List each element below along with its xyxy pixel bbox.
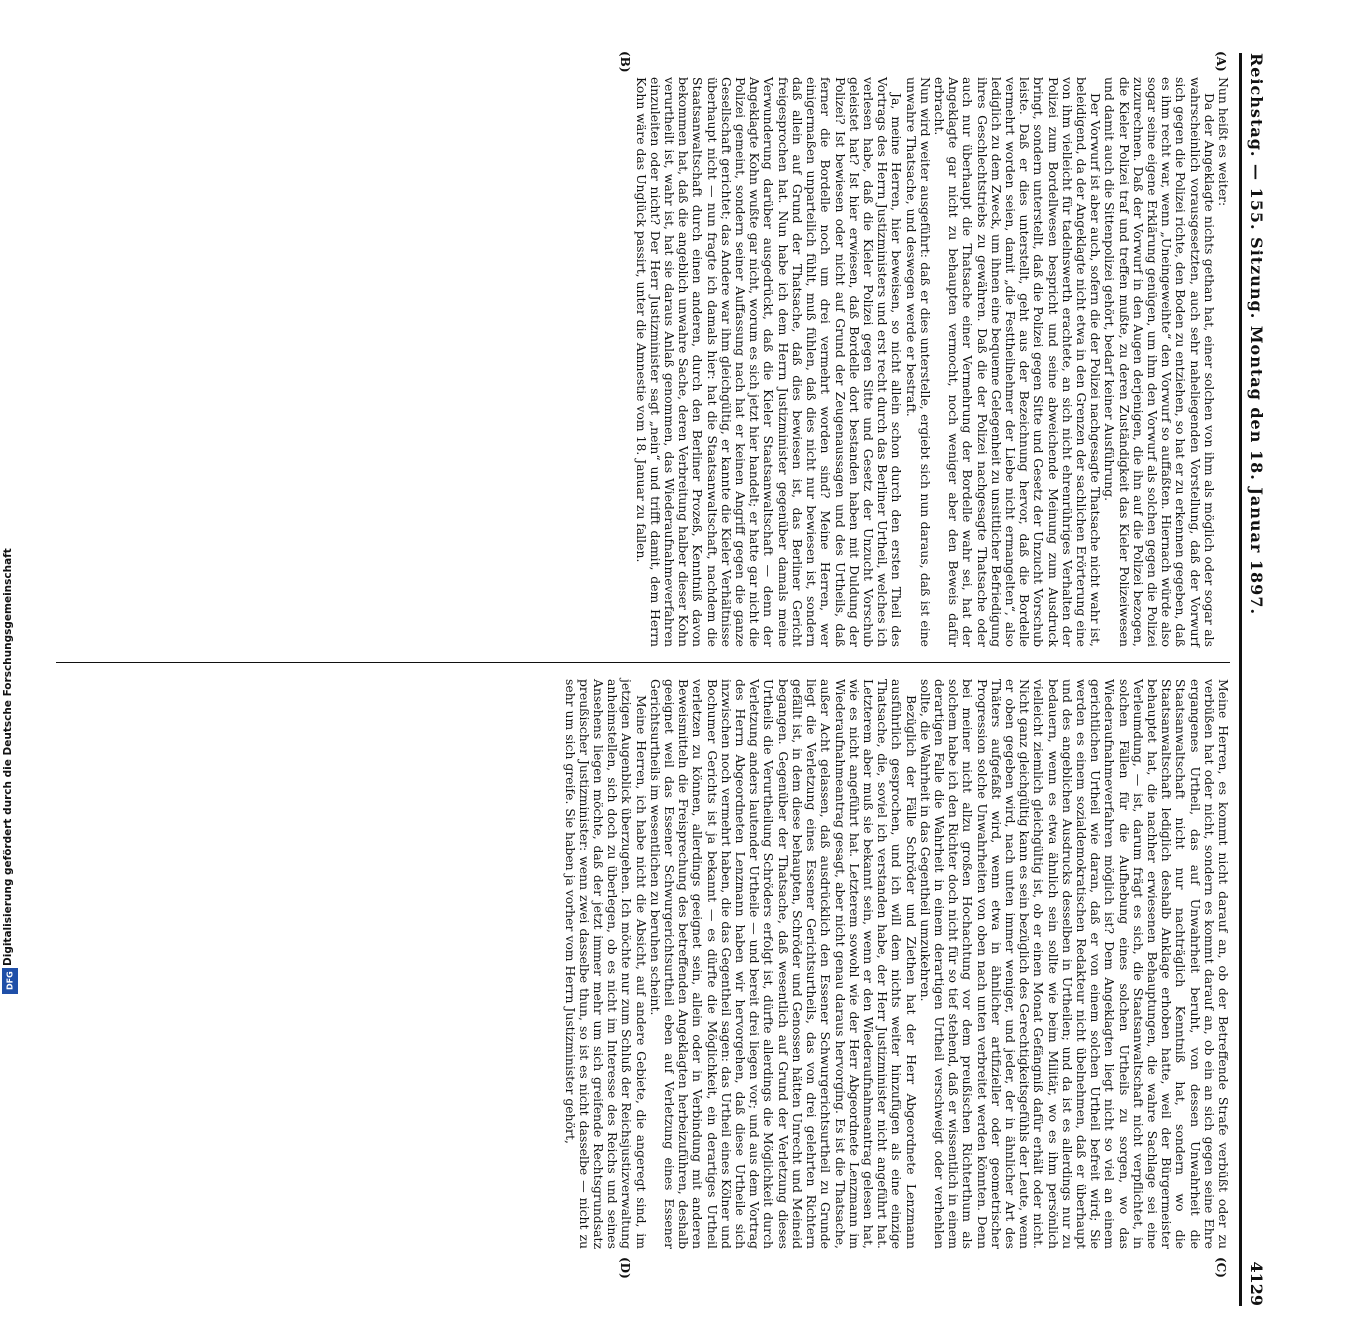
paragraph: Der Vorwurf ist aber auch, sofern die der Polizei nachgesagte Thatsache nicht wahr ist, beleidigend, da der Angeklagte nicht etwa in den Grenzen der sachlichen Erörterung eine von ihm vielleicht für tadelnswerth erachtete, an sich nicht ehrenrühriges Verhalten der Polizei zum Bordellwesen bespricht und seine abweichende Meinung zum Ausdruck bringt, sondern unterstellt, daß die Polizei gegen Sitte und Gesetz der Unzucht Vorschub leiste. Daß er dies unterstellt, geht aus der Bezeichnung hervor, daß die Bordelle vermehrt worden seien, damit „die Festtheilnehmer der Liebe nicht ermangelten“, also lediglich zu dem Zweck, um ihnen eine bequeme Gelegenheit zu unsittlicher Befriedigung ihres Geschlechtstriebs zu gewähren. Daß die der Polizei nachgesagte Thatsache oder auch nur überhaupt die Thatsache einer Vermehrung der Bordelle wahr sei, hat der Angeklagte gar nicht zu behaupten vermocht, noch weniger aber den Beweis dafür erbracht. [931, 77, 1104, 647]
margin-marker-d: (D) [618, 1257, 632, 1279]
dfg-logo: DFG [2, 968, 18, 994]
page-header [1240, 53, 1272, 1306]
paragraph: Ja, meine Herren, hier beweisen, so nicht allein schon durch den ersten Theil des Vortrags des Herrn Justizministers und erst recht durch das Berliner Urtheil, welches ich verlesen habe, daß die Kieler Polizei gegen Sitte und Gesetz der Unzucht Vorschub geleistet hat? Ist hier erwiesen, daß Bordelle dort bestanden haben mit Duldung der Polizei? Ist bewiesen oder nicht auf Grund der Zeugenaussagen und des Urtheils, daß ferner die Bordelle noch um drei vermehrt worden sind? Meine Herren, wer einigermaßen unparteilich fühlt, muß fühlen, daß dies nicht nur bewiesen ist, sondern daß allein auf Grund der Thatsache, daß dies bewiesen ist, das Berliner Gericht freigesprochen hat. Nun habe ich dem Herrn Justizminister gegenüber damals meine Verwunderung darüber ausgedrückt, daß die Kieler Staatsanwaltschaft — denn der Angeklagte Kohn wußte gar nicht, worum es sich jetzt hier handelt; er hatte gar nicht die Polizei gemeint, sondern seiner Auffassung nach hat er keinen Angriff gegen die ganze Gesellschaft gerichtet; das Andere war ihm gleichgültig, er kannte die Kieler Verhältnisse überhaupt nicht — nun fragte ich damals hier: hat die Staatsanwaltschaft, nachdem die Staatsanwaltschaft durch einen anderen, durch den Berliner Prozeß, Kenntniß davon bekommen hat, daß die angeblich unwahre Sache, deren Verbreitung halber dieser Kohn verurtheilt ist, wahr ist, hat sie daraus Anlaß genommen, das Wiederaufnahmeverfahren einzuleiten oder nicht? Der Herr Justizminister sagt „nein“ und trifft damit, dem Herrn Kohn wäre das Unglück passirt, unter die Amnestie vom 18. Januar zu fallen. [633, 77, 905, 647]
funding-note: Digitalisierung gefördert durch die Deutsche Forschungsgemeinschaft [2, 548, 14, 966]
paragraph: Meine Herren, ich habe nicht die Absicht, auf andere Gebiete, die angeregt sind, im jetzigen Augenblick überzugehen. Ich möchte nur zum Schluß der Reichsjustizverwaltung anheimstellen, sich doch zu überlegen, ob es nicht im Interesse des Reichs und seines Ansehens liegen möchte, daß der jetzt immer mehr um sich greifende Rechtsgrundsatz preußischer Justizminister: wenn zwei dasselbe thun, so ist es nicht dasselbe — nicht zu sehr um sich greife. Sie haben ja vorher vom Herrn Justizminister gehört, [562, 679, 649, 1249]
paragraph: Nun heißt es weiter: [1216, 77, 1231, 207]
margin-marker-c: (C) [1214, 1257, 1228, 1278]
left-column [54, 77, 1230, 647]
scanned-page [46, 43, 1272, 1326]
page-title: Reichstag. — 155. Sitzung. Montag den 18. Januar 1897. [1247, 53, 1267, 616]
margin-marker-a: (A) [1214, 51, 1228, 72]
paragraph: Da der Angeklagte nichts gethan hat, einer solchen von ihm als möglich oder sogar als wahrscheinlich vorausgesetzten, auch sehr naheliegenden Vorstellung, daß der Vorwurf sich gegen die Polizei richte, den Boden zu entziehen, so hat er zu erkennen gegeben, daß es ihm recht war, wenn „Uneingeweihte“ den Vorwurf so auffaßten. Hiernach würde also sogar seine eigene Erklärung genügen, um ihm den Vorwurf als solchen gegen die Polizei zuzurechnen. Daß der Vorwurf in den Augen derjenigen, die ihn auf die Polizei bezogen, die Kieler Polizei traf und treffen mußte, zu deren Zuständigkeit das Kieler Polizeiwesen und damit auch die Sittenpolizei gehört, bedarf keiner Ausführung. [1102, 77, 1217, 647]
right-column [54, 679, 1230, 1249]
paragraph: Meine Herren, es kommt nicht darauf an, ob der Betreffende Strafe verbüßt oder zu verbüßen hat oder nicht, sondern es kommt darauf an, ob ein an sich gegen seine Ehre ergangenes Urtheil, das auf Unwahrheit beruht, von dessen Unwahrheit die Staatsanwaltschaft nicht nur nachträglich Kenntniß hat, sondern wo die Staatsanwaltschaft lediglich deshalb Anklage erhoben hatte, weil der Bürgermeister behauptet hat, die nachher erwiesenen Behauptungen, die wahre Sachlage sei eine Verleumdung, — ist, darum frägt es sich, die Staatsanwaltschaft nicht verpflichtet, in solchen Fällen für die Aufhebung eines solchen Urtheils zu sorgen, wo das Wiederaufnahmeverfahren möglich ist? Dem Angeklagten liegt nicht so viel an einem gerichtlichen Urtheil wie daran, daß er von einem solchen Urtheil befreit wird; Sie werden es einem sozialdemokratischen Redakteur nicht übelnehmen, daß er überhaupt und des angeblichen Ausdrucks desselben in Urtheilen; und da ist es allerdings nur zu bedauern, wenn es etwa ähnlich sein sollte wie beim Militär, wo es ihm persönlich vielleicht ziemlich gleichgültig ist, ob er einen Monat Gefängniß dafür erhält oder nicht. Nicht ganz gleichgültig kann es sein bezüglich des Gerechtigkeitsgefühls der Leute, wenn er oben gegeben wird, nach unten immer weniger, und jeder, der in ähnlicher Art des Thäters aufgefaßt wird, wenn etwa in ähnlicher artifizieller oder geometrischer Progression solche Unwahrheiten von oben nach unten verbreitet werden könnten. Denn bei meiner nicht allzu großen Hochachtung vor dem preußischen Richterthum als solchem habe ich den Richter doch nicht für so tief stehend, daß er wissentlich in einem derartigen Falle die Wahrheit in einem derartigen Urtheil verschweigt oder verhehlen sollte, die Wahrheit in das Gegentheil umzukehren. [917, 679, 1231, 1249]
paragraph: Bezüglich der Fälle Schröder und Ziethen hat der Herr Abgeordnete Lenzmann ausführlich gesprochen, und ich will dem nichts weiter hinzufügen als eine einzige Thatsache, die, soviel ich verstanden habe, der Herr Justizminister nicht angeführt hat. Letzterem aber muß sie bekannt sein, wenn er den Wiederaufnahmeantrag gelesen hat, wie es nicht angeführt hat. Letzterem sowohl wie der Herr Abgeordnete Lenzmann im Wiederaufnahmeantrag gesagt, aber nicht genau daraus hervorging. Es ist die Thatsache, außer Acht gelassen, daß ausdrücklich den Essener Schwurgerichtsurtheil zu Grunde liegt die Verletzung eines Essener Gerichtsurtheils, das von drei gelehrten Richtern gefällt ist, in dem diese behaupten, Schröder und Genossen hätten Unrecht und Meineid begangen. Gegenüber der Thatsache, daß wesentlich auf Grund der Verletzung dieses Urtheils die Verurtheilung Schröders erfolgt ist, dürfte allerdings die Möglichkeit durch Verletzung anders lautender Urtheile — und bereit drei liegen vor; und aus dem Vortrag des Herrn Abgeordneten Lenzmann haben wir hervorgehen, daß diese Urtheile sich inzwischen noch vermehrt haben, die das Gegentheil sagen: das Urtheil eines Kölner und Bochumer Gerichts ist ja bekannt — es dürfte die Möglichkeit, ein derartiges Urtheil verletzen zu können, allerdings geeignet sein, allein oder in Verbindung mit anderen Beweismitteln die Freisprechung des betreffenden Angeklagten herbeizuführen, deshalb geeignet weil das Essener Schwurgerichtsurtheil eben auf Verletzung eines Essener Gerichtsurtheils im wesentlichen zu beruhen scheint. [647, 679, 919, 1249]
paragraph: Nun wird weiter ausgeführt: daß er dies unterstelle, ergiebt sich nun daraus, daß ist eine unwahre Thatsache, und deswegen werde er bestraft. [903, 77, 933, 647]
page-number: 4129 [1247, 1261, 1267, 1306]
column-divider [56, 662, 1230, 663]
funding-sidebar [0, 0, 20, 1000]
margin-marker-b: (B) [618, 51, 632, 73]
header-rule [1239, 53, 1240, 1306]
